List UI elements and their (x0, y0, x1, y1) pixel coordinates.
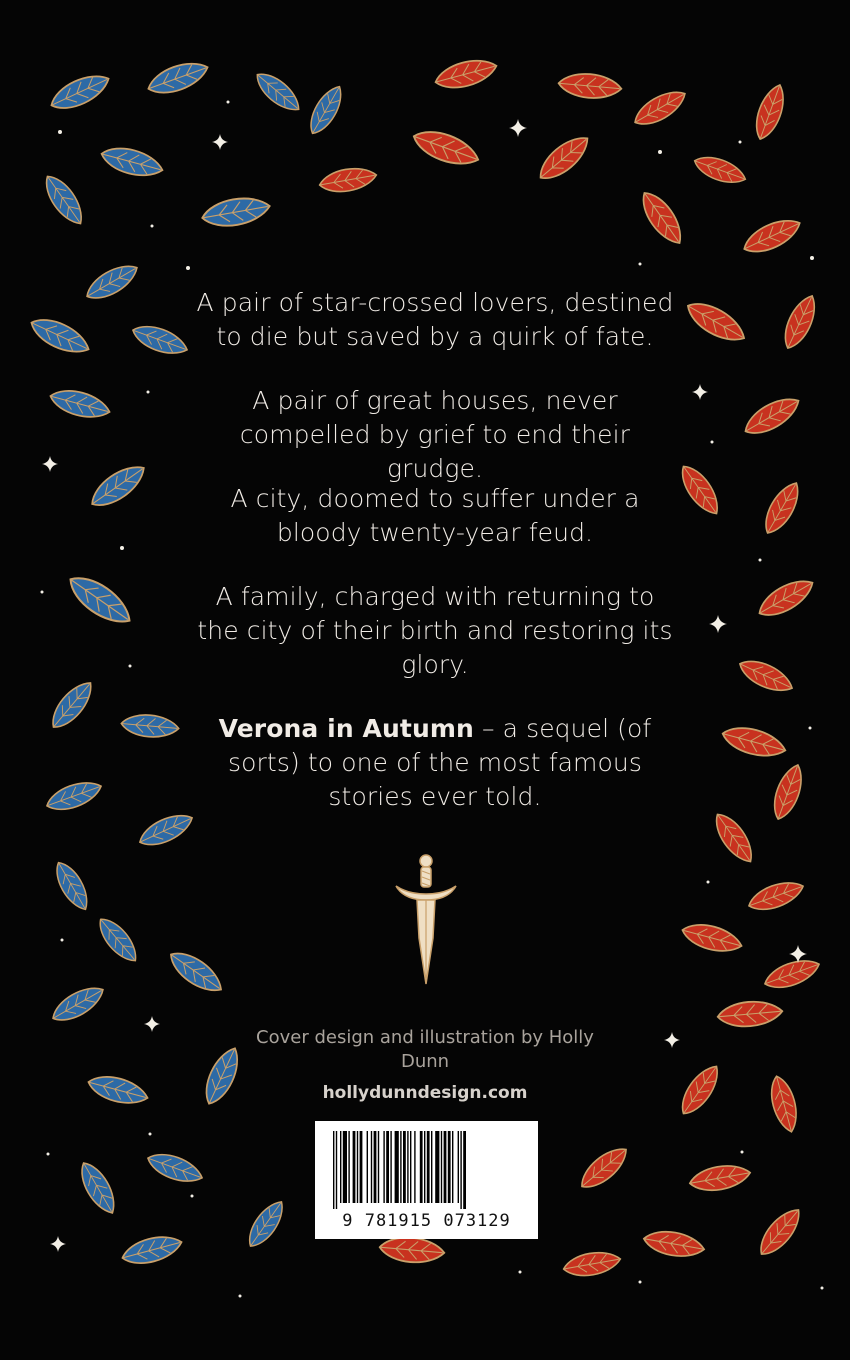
barcode-bar (410, 1131, 411, 1203)
barcode-bar (348, 1131, 349, 1203)
barcode-bar (360, 1131, 363, 1203)
barcode-bar (448, 1131, 451, 1203)
barcode-bar (424, 1131, 425, 1203)
barcode-bar (463, 1131, 466, 1209)
blurb-family: A family, charged with returning to the city of their birth and restoring its glory. (197, 582, 673, 679)
barcode-bar (340, 1131, 341, 1203)
barcode-bar (407, 1131, 408, 1203)
barcode-bar (343, 1131, 347, 1203)
barcode-bar (435, 1131, 439, 1203)
barcode-bar (441, 1131, 442, 1203)
barcode-bar (333, 1131, 334, 1209)
barcode-bar (357, 1131, 358, 1203)
blurb-lovers: A pair of star-crossed lovers, destined to die but saved by a quirk of fate. (196, 288, 674, 351)
barcode-bar (414, 1131, 415, 1203)
barcode-bar (353, 1131, 356, 1203)
barcode (315, 1121, 538, 1239)
dagger-icon (396, 855, 456, 984)
blurb-sequel (195, 712, 675, 814)
barcode-bar (458, 1131, 459, 1203)
barcode-bar (395, 1131, 399, 1203)
designer-website: hollydunndesign.com (322, 1083, 528, 1103)
barcode-bar (460, 1131, 461, 1209)
barcode-bar (371, 1131, 372, 1203)
blurb-city: A city, doomed to suffer under a bloody twenty-year feud. (230, 484, 640, 547)
barcode-bars (327, 1131, 527, 1211)
isbn-number: 9 781915 073129 (342, 1211, 511, 1231)
stars (41, 101, 824, 1298)
barcode-bar (444, 1131, 447, 1203)
barcode-bar (420, 1131, 423, 1203)
barcode-bar (403, 1131, 406, 1203)
barcode-bar (374, 1131, 377, 1203)
barcode-bar (400, 1131, 401, 1203)
barcode-bar (336, 1131, 337, 1209)
cover-credit: Cover design and illustration by Holly Dunn (256, 1027, 594, 1072)
blurb-sequel-text: – a sequel (of sorts) to one of the most famous stories ever told. (228, 714, 652, 811)
barcode-bar (452, 1131, 453, 1203)
barcode-bar (431, 1131, 432, 1203)
barcode-bar (383, 1131, 384, 1203)
blurb-houses: A pair of great houses, never compelled by grief to end their grudge. (239, 386, 631, 483)
barcode-bar (386, 1131, 389, 1203)
barcode-bar (367, 1131, 368, 1203)
barcode-bar (378, 1131, 379, 1203)
book-title: Verona in Autumn (218, 714, 474, 743)
barcode-bar (390, 1131, 391, 1203)
barcode-bar (427, 1131, 430, 1203)
